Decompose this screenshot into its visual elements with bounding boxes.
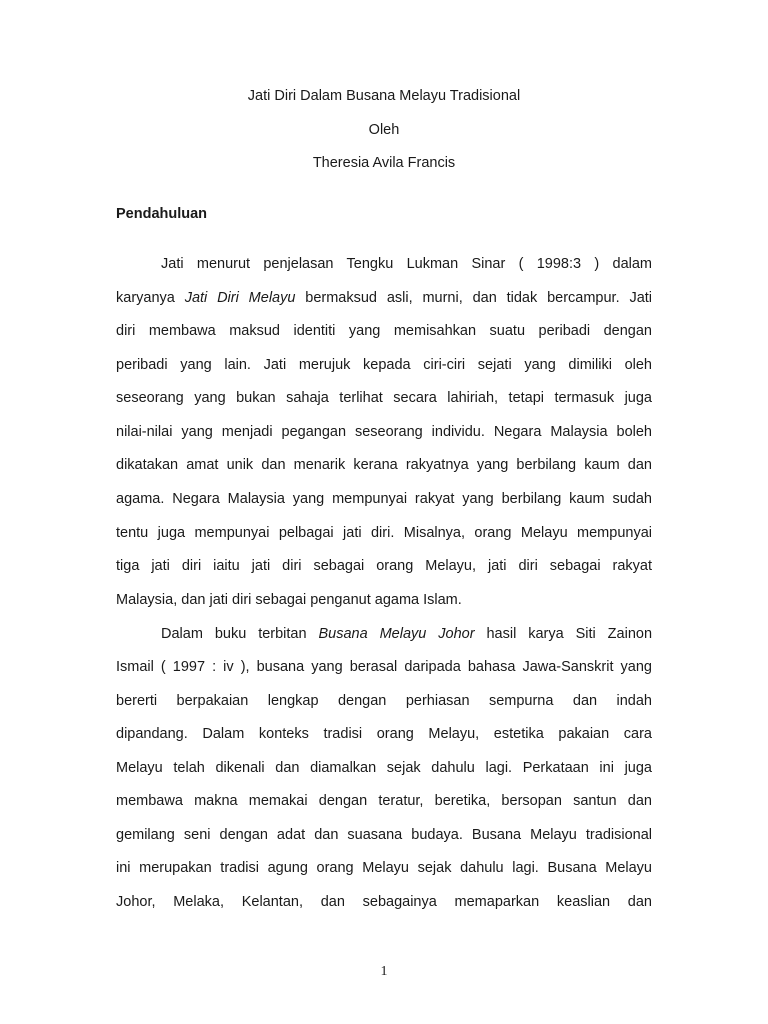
paragraph-line: tentu juga mempunyai pelbagai jati diri. Misalnya, orang Melayu mempunyai	[116, 525, 652, 541]
text-run: hasil karya Siti Zainon	[474, 626, 653, 642]
author-name: Theresia Avila Francis	[312, 155, 456, 171]
paragraph-line: Johor, Melaka, Kelantan, dan sebagainya memaparkan keaslian dan	[116, 894, 652, 910]
text-run: karyanya	[116, 290, 185, 306]
paragraph-line: peribadi yang lain. Jati merujuk kepada ciri-ciri sejati yang dimiliki oleh	[116, 357, 652, 373]
paragraph-line: bererti berpakaian lengkap dengan perhiasan sempurna dan indah	[116, 693, 652, 709]
paragraph-line: ini merupakan tradisi agung orang Melayu sejak dahulu lagi. Busana Melayu	[116, 860, 652, 876]
text-run: bermaksud asli, murni, dan tidak bercampur. Jati	[295, 290, 653, 306]
paragraph-line	[161, 624, 652, 644]
section-heading: Pendahuluan	[116, 206, 208, 222]
paragraph-line: Melayu telah dikenali dan diamalkan sejak dahulu lagi. Perkataan ini juga	[116, 760, 652, 776]
byline-label: Oleh	[368, 122, 400, 138]
paragraph-line: dipandang. Dalam konteks tradisi orang Melayu, estetika pakaian cara	[116, 726, 652, 742]
paragraph-line: Jati menurut penjelasan Tengku Lukman Sinar ( 1998:3 ) dalam	[161, 256, 652, 272]
paragraph-line: agama. Negara Malaysia yang mempunyai rakyat yang berbilang kaum sudah	[116, 491, 652, 507]
book-title-italic: Jati Diri Melayu	[184, 290, 296, 306]
paragraph-line: diri membawa maksud identiti yang memisahkan suatu peribadi dengan	[116, 323, 652, 339]
page-number: 1	[380, 964, 388, 979]
paragraph-line	[116, 288, 652, 308]
paragraph-line: Malaysia, dan jati diri sebagai penganut agama Islam.	[116, 592, 462, 608]
text-run: Dalam buku terbitan	[161, 626, 319, 642]
paragraph-line: Ismail ( 1997 : iv ), busana yang berasal daripada bahasa Jawa-Sanskrit yang	[116, 659, 652, 675]
document-title: Jati Diri Dalam Busana Melayu Tradisional	[247, 88, 521, 104]
book-title-italic: Busana Melayu Johor	[318, 626, 475, 642]
paragraph-line: seseorang yang bukan sahaja terlihat secara lahiriah, tetapi termasuk juga	[116, 390, 652, 406]
paragraph-line: membawa makna memakai dengan teratur, beretika, bersopan santun dan	[116, 793, 652, 809]
paragraph-line: tiga jati diri iaitu jati diri sebagai orang Melayu, jati diri sebagai rakyat	[116, 558, 652, 574]
paragraph-line: gemilang seni dengan adat dan suasana budaya. Busana Melayu tradisional	[116, 827, 652, 843]
paragraph-line: nilai-nilai yang menjadi pegangan seseorang individu. Negara Malaysia boleh	[116, 424, 652, 440]
paragraph-line: dikatakan amat unik dan menarik kerana rakyatnya yang berbilang kaum dan	[116, 457, 652, 473]
